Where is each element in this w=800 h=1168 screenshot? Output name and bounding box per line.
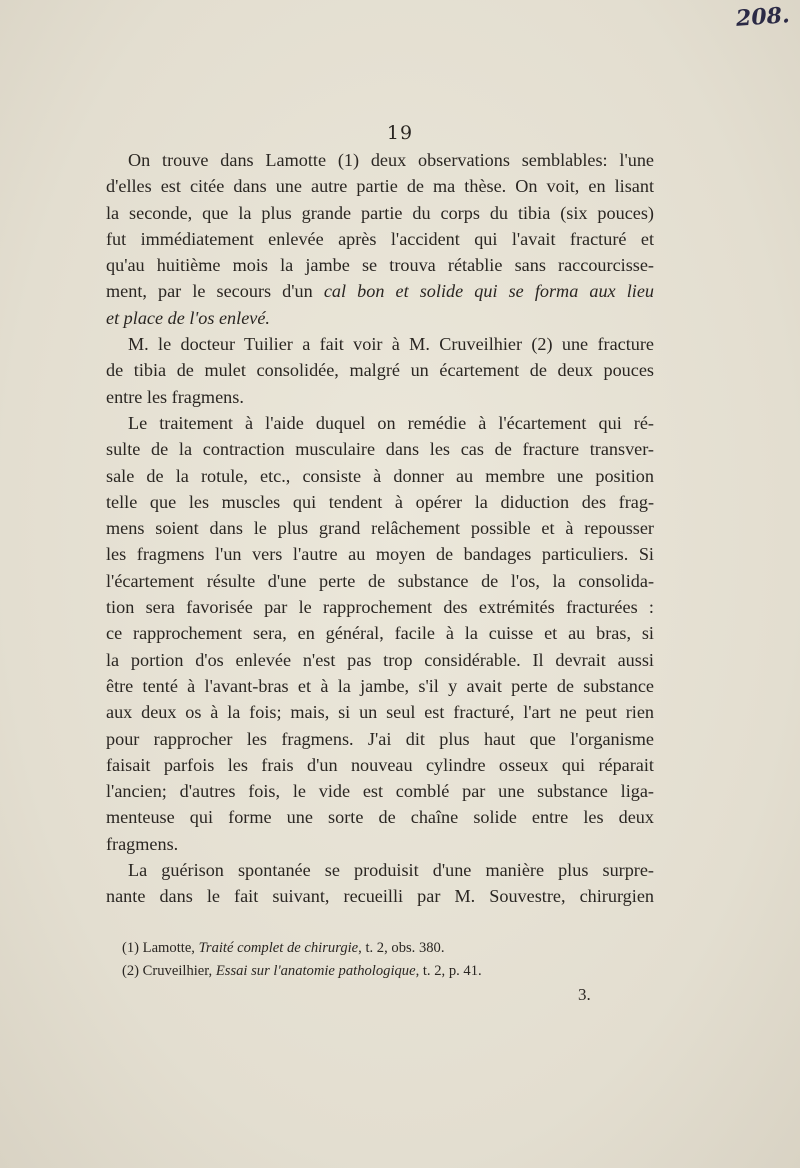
text-line (106, 305, 654, 331)
text-run: Le traitement à l'aide duquel on remédie à l'écartement qui ré- (128, 412, 654, 433)
text-line (106, 463, 654, 489)
text-line (106, 541, 654, 567)
text-run: qu'au huitième mois la jambe se trouva rétablie sans raccourcisse- (106, 255, 654, 276)
text-run: être tenté à l'avant-bras et à la jambe, s'il y avait perte de substance (106, 675, 654, 696)
text-run: sulte de la contraction musculaire dans les cas de fracture transver- (106, 439, 654, 460)
footnote-line (122, 937, 642, 960)
text-run: (1) Lamotte, (122, 940, 199, 956)
text-run: menteuse qui forme une sorte de chaîne solide entre les deux (106, 807, 654, 828)
italic-text: et place de l'os enlevé. (106, 307, 270, 328)
signature-mark: 3. (578, 985, 591, 1004)
text-run: , t. 2, p. 41. (415, 963, 482, 979)
text-line (106, 699, 654, 725)
text-run: tion sera favorisée par le rapprochement des extrémités fracturées : (106, 597, 654, 618)
text-run: nante dans le fait suivant, recueilli par M. Souvestre, chirurgien (106, 886, 654, 907)
text-line (106, 200, 654, 226)
text-line (106, 804, 654, 830)
text-line (106, 489, 654, 515)
text-run: M. le docteur Tuilier a fait voir à M. Cruveilhier (2) une fracture (128, 334, 654, 355)
text-line (106, 778, 654, 804)
text-line (106, 252, 654, 278)
body-text (106, 147, 654, 910)
text-run: fragmens. (106, 833, 179, 854)
footnote-line (122, 960, 642, 983)
text-line (106, 278, 654, 304)
text-run: l'ancien; d'autres fois, le vide est comblé par une substance liga- (106, 781, 654, 802)
italic-text: cal bon et solide qui se forma aux lieu (323, 281, 654, 302)
text-run: aux deux os à la fois; mais, si un seul est fracturé, l'art ne peut rien (106, 702, 654, 723)
text-run: la portion d'os enlevée n'est pas trop considérable. Il devrait aussi (106, 649, 654, 670)
text-line (106, 226, 654, 252)
text-run: d'elles est citée dans une autre partie de ma thèse. On voit, en lisant (106, 176, 654, 197)
text-line (106, 594, 654, 620)
text-run: ce rapprochement sera, en général, facile à la cuisse et au bras, si (106, 623, 654, 644)
text-line (106, 883, 654, 909)
footnotes (122, 937, 642, 983)
text-line (106, 647, 654, 673)
text-run: de tibia de mulet consolidée, malgré un écartement de deux pouces (106, 360, 654, 381)
text-line (106, 857, 654, 883)
text-run: ment, par le secours d'un (106, 281, 324, 302)
text-line (106, 752, 654, 778)
text-line (106, 173, 654, 199)
text-line (106, 620, 654, 646)
text-line (106, 515, 654, 541)
text-line (106, 726, 654, 752)
text-run: entre les fragmens. (106, 386, 244, 407)
text-line (106, 568, 654, 594)
text-line (106, 410, 654, 436)
text-line (106, 331, 654, 357)
text-run: la seconde, que la plus grande partie du corps du tibia (six pouces) (106, 202, 654, 223)
page-number: 19 (386, 122, 414, 144)
text-run: , t. 2, obs. 380. (358, 940, 445, 956)
text-run: fut immédiatement enlevée après l'accident qui l'avait fracturé et (106, 228, 654, 249)
text-line (106, 147, 654, 173)
text-line (106, 384, 654, 410)
italic-text: Essai sur l'anatomie pathologique (215, 963, 416, 979)
text-run: l'écartement résulte d'une perte de substance de l'os, la consolida- (106, 570, 654, 591)
archive-folio-number: 208. (735, 2, 791, 32)
text-run: (2) Cruveilhier, (122, 963, 216, 979)
text-line (106, 831, 654, 857)
text-run: sale de la rotule, etc., consiste à donner au membre une position (106, 465, 654, 486)
text-line (106, 436, 654, 462)
text-run: mens soient dans le plus grand relâchement possible et à repousser (106, 518, 654, 539)
text-line (106, 673, 654, 699)
text-run: On trouve dans Lamotte (1) deux observations semblables: l'une (128, 150, 654, 170)
text-run: pour rapprocher les fragmens. J'ai dit plus haut que l'organisme (106, 728, 654, 749)
text-run: La guérison spontanée se produisit d'une manière plus surpre- (128, 860, 654, 881)
italic-text: Traité complet de chirurgie (198, 940, 359, 956)
text-run: faisait parfois les frais d'un nouveau cylindre osseux qui réparait (106, 754, 654, 775)
text-run: les fragmens l'un vers l'autre au moyen de bandages particuliers. Si (106, 544, 654, 565)
text-line (106, 357, 654, 383)
text-run: telle que les muscles qui tendent à opérer la diduction des frag- (106, 491, 654, 512)
